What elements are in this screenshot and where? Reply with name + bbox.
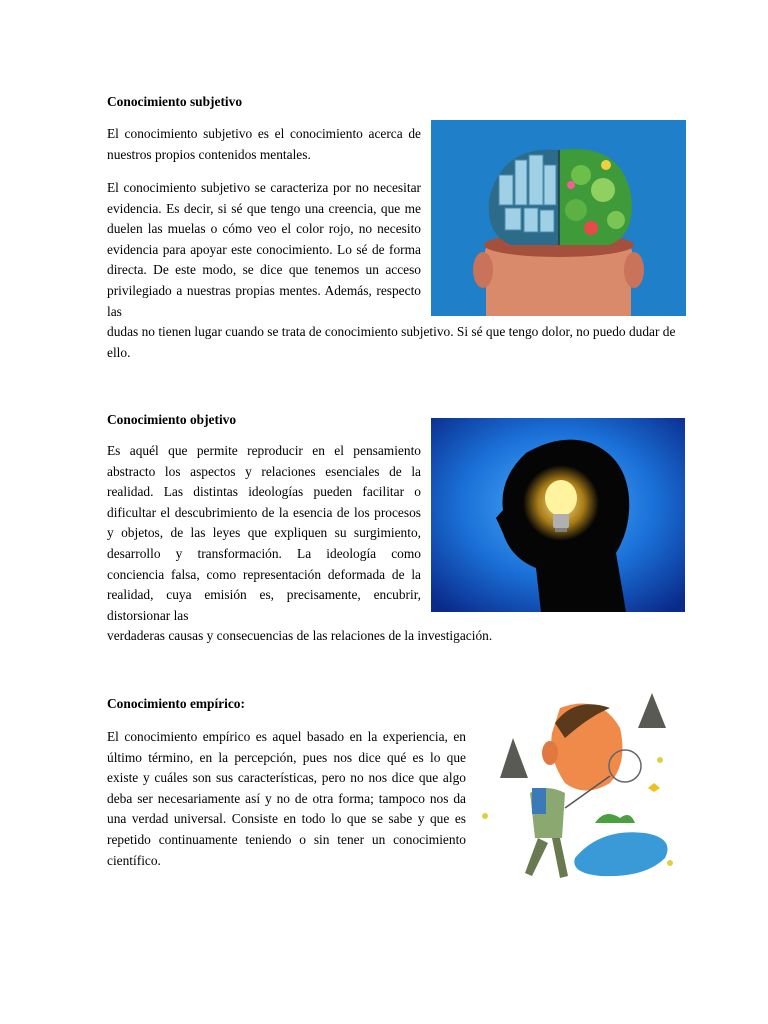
- explorer-image: [470, 688, 690, 888]
- paragraph-subjetivo-2: El conocimiento subjetivo se caracteriza por no necesitar evidencia. Es decir, si sé que tengo una creencia, que me duelen las muelas o cómo veo el color rojo, no necesito evidencia para apoyar este conocimiento. Lo sé de forma directa. De este modo, se dice que tenemos un acceso privilegiado a nuestras propias mentes. Además, respecto las dudas no tienen lugar cuando se trata de conocimiento subjetivo. Si sé que tengo dolor, no puedo dudar de ello.: [107, 180, 676, 360]
- section-heading-objetivo: Conocimiento objetivo: [107, 412, 237, 427]
- section-heading-empirico: Conocimiento empírico:: [107, 696, 245, 711]
- paragraph-subjetivo-1: El conocimiento subjetivo es el conocimiento acerca de nuestros propios contenidos mentales.: [107, 126, 421, 162]
- paragraph-objetivo: Es aquél que permite reproducir en el pensamiento abstracto los aspectos y relaciones esenciales de la realidad. Las distintas ideologías pueden facilitar o dificultar el descubrimiento de la esencia de los procesos y objetos, de las leyes que expliquen su surgimiento, desarrollo y transformación. La ideología como conciencia falsa, como representación deformada de la realidad, cuya emisión es, precisamente, encubrir, distorsionar las verdaderas causas y consecuencias de las relaciones de la investigación.: [107, 443, 493, 644]
- section-heading-subjetivo: Conocimiento subjetivo: [107, 94, 243, 109]
- paragraph-empirico: El conocimiento empírico es aquel basado en la experiencia, en último término, en la percepción, pues nos dice qué es lo que existe y cuáles son sus características, pero no nos dice que algo deba ser necesariamente así y no de otra forma; tampoco nos da una verdad universal. Consiste en todo lo que se sabe y que es repetido continuamente teniendo o sin tener un conocimiento científico.: [107, 729, 466, 868]
